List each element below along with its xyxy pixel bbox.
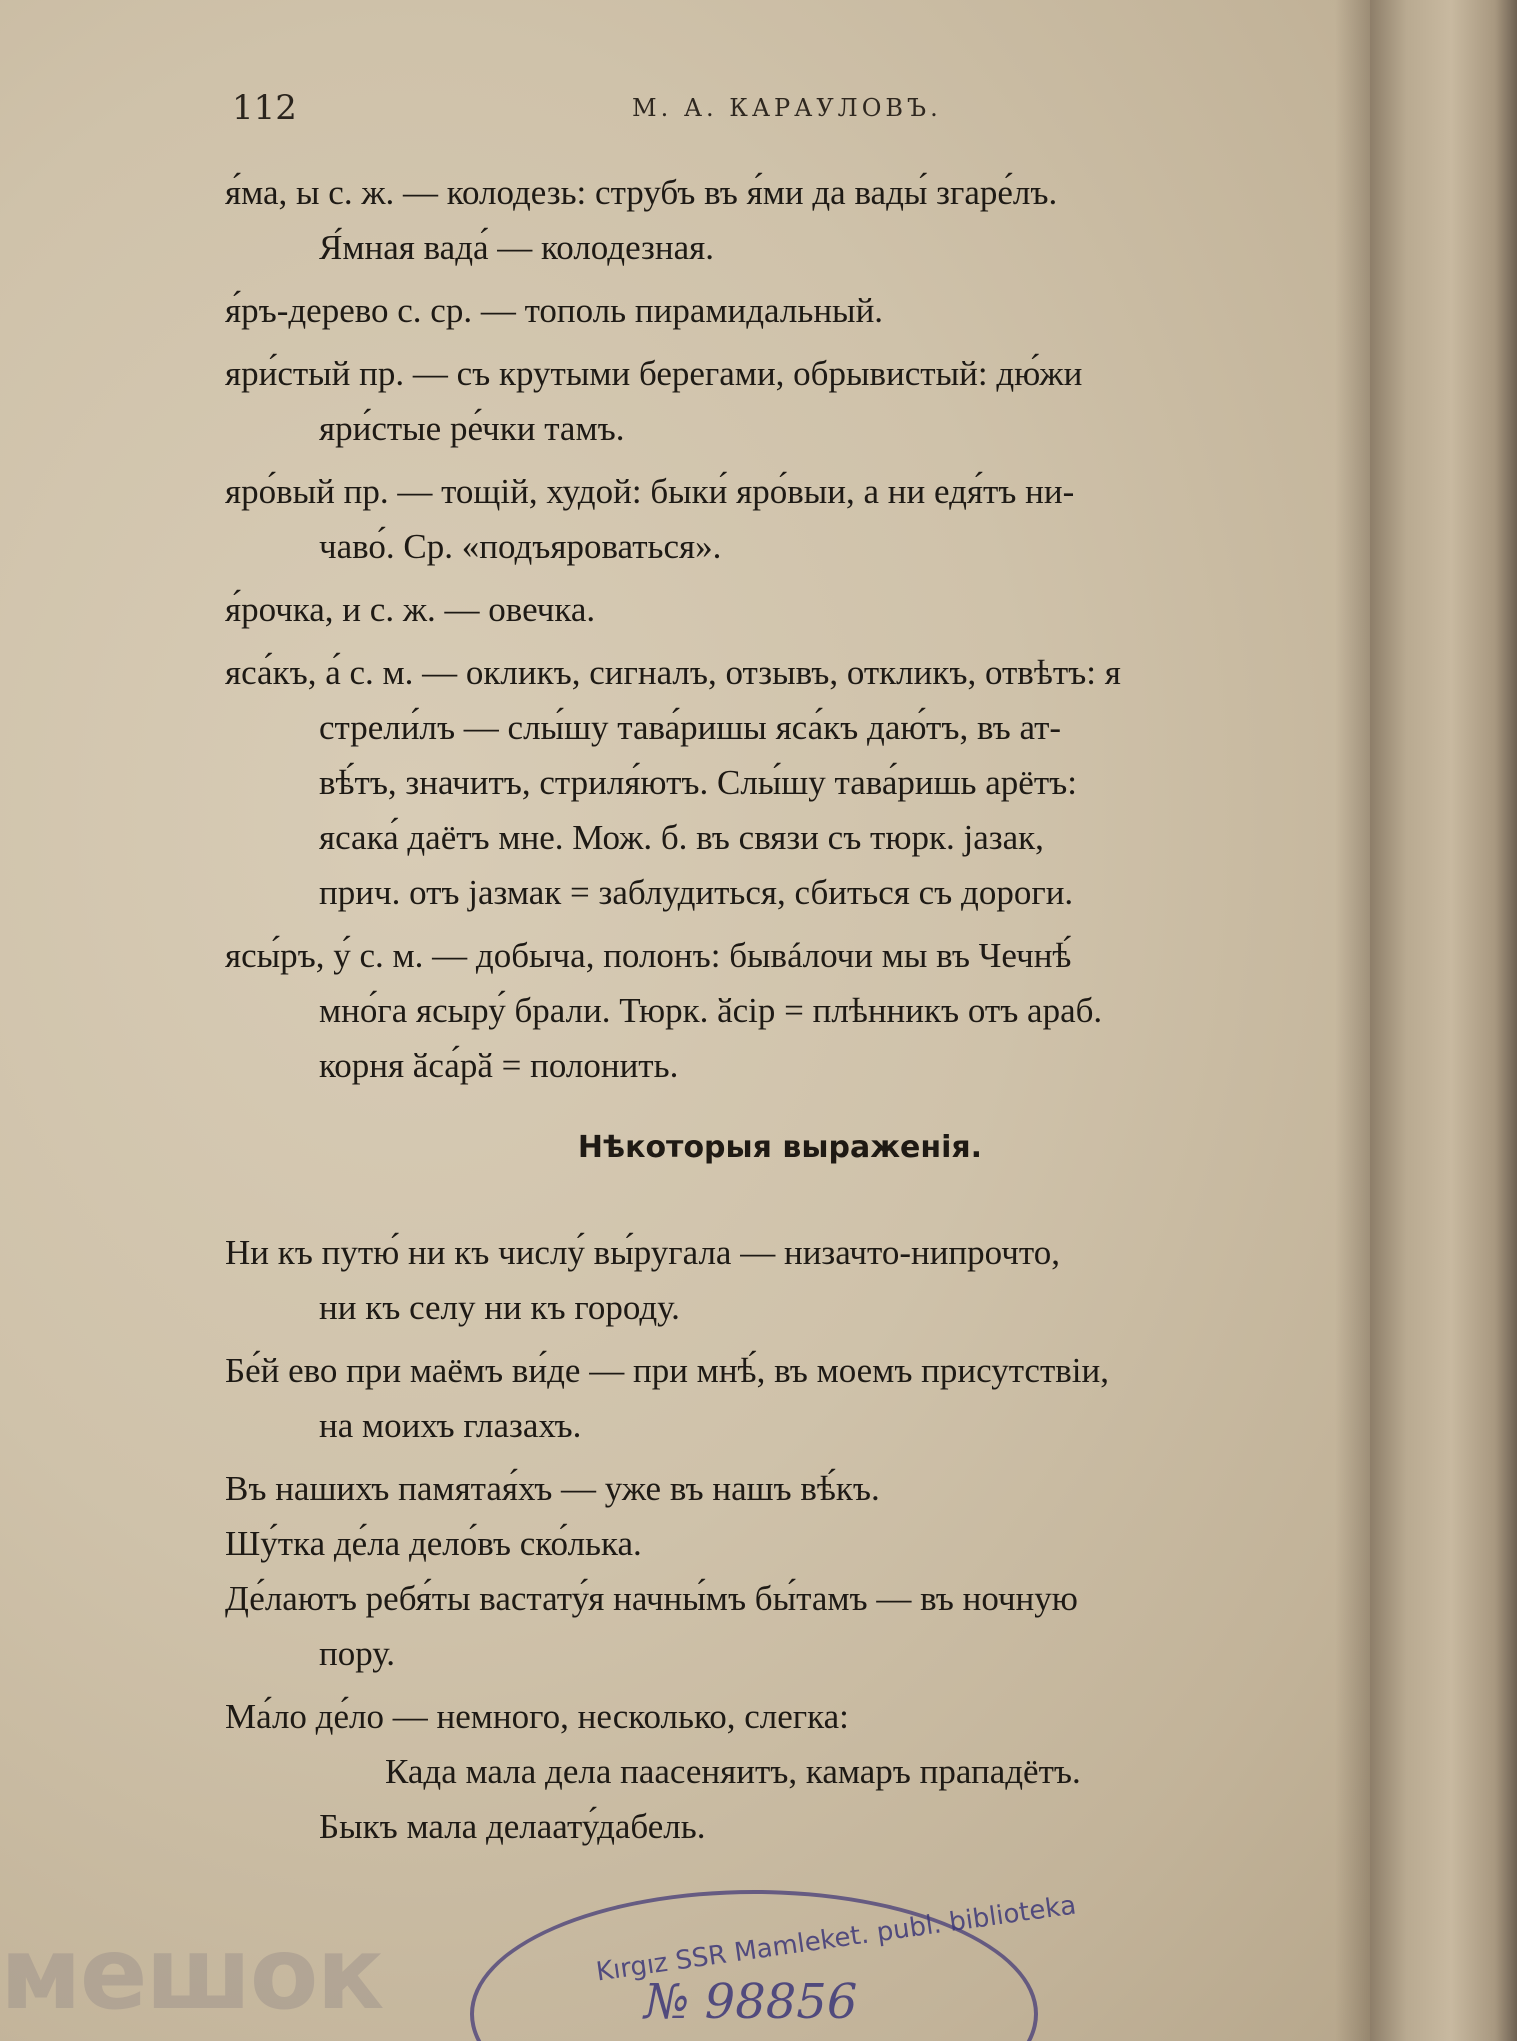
- dictionary-entry: [225, 645, 1335, 920]
- stamp-number: № 98856: [644, 1974, 858, 2030]
- phrase-line: Ни къ путю́ ни къ числу́ вы́ругала — низачто-нипрочто,: [225, 1233, 1060, 1272]
- entry-line: Я́мная вада́ — колодезная.: [319, 228, 714, 267]
- entry-line: ясы́ръ, у́ с. м. — добыча, полонъ: бывáлочи мы въ Чечнѣ́: [225, 936, 1072, 975]
- entry-line: ясака́ даётъ мне. Мож. б. въ связи съ тюрк. јазак,: [319, 818, 1044, 857]
- entry-line: яса́къ, а́ с. м. — окликъ, сигналъ, отзывъ, откликъ, отвѣтъ: я: [225, 653, 1121, 692]
- stamp-text: Kırgız SSR Mamleket. publ. bibliotekа: [594, 1890, 1078, 1988]
- running-head: М. А. КАРАУЛОВЪ.: [632, 94, 942, 122]
- dictionary-entry: [225, 283, 1335, 338]
- verse-line: Када мала дела паасеняитъ, камаръ прападётъ.: [385, 1752, 1081, 1791]
- spine-shadow: [1335, 0, 1370, 2041]
- entry-line: мно́га ясыру́ брали. Тюрк. ӑсір = плѣнникъ отъ араб.: [319, 991, 1103, 1030]
- page-number: 112: [232, 88, 297, 128]
- phrase-line: ни къ селу ни къ городу.: [319, 1288, 680, 1327]
- entry-line: яри́стые ре́чки тамъ.: [319, 409, 625, 448]
- page-body: [225, 165, 1335, 1846]
- phrase-line: Ма́ло де́ло — немного, несколько, слегка:: [225, 1697, 849, 1736]
- dictionary-entry: [225, 582, 1335, 637]
- phrase-line: Шу́тка де́ла дело́въ ско́лька.: [225, 1524, 642, 1563]
- page-header: [232, 88, 1332, 138]
- phrase-line: Въ нашихъ памятая́хъ — уже въ нашъ вѣ́къ.: [225, 1469, 880, 1508]
- entry-line: я́рочка, и с. ж. — овечка.: [225, 590, 596, 629]
- verse-line: Быкъ мала делаату́дабель.: [319, 1807, 706, 1846]
- phrase-line: Бе́й ево при маёмъ ви́де — при мнѣ́, въ моемъ присутствіи,: [225, 1351, 1109, 1390]
- entry-line: яро́вый пр. — тощій, худой: быки́ яро́выи, а ни едя́тъ ни-: [225, 472, 1075, 511]
- dictionary-entry: [225, 928, 1335, 1093]
- entry-line: я́ръ-дерево с. ср. — тополь пирамидальный.: [225, 291, 884, 330]
- section-title: Нѣкоторыя выраженія.: [577, 1130, 983, 1165]
- dictionary-entry: [225, 464, 1335, 574]
- entry-line: корня ӑса́рӑ = полонить.: [319, 1046, 679, 1085]
- phrase-line: Де́лаютъ ребя́ты вастату́я начны́мъ бы́тамъ — въ ночную: [225, 1579, 1078, 1618]
- entry-line: вѣ́тъ, значитъ, стриля́ютъ. Слы́шу тава́ришь арётъ:: [319, 763, 1077, 802]
- book-spine: [1370, 0, 1517, 2041]
- site-watermark: мешок: [0, 1915, 383, 2032]
- phrase-line: на моихъ глазахъ.: [319, 1406, 582, 1445]
- entry-line: яри́стый пр. — съ крутыми берегами, обрывистый: дю́жи: [225, 354, 1083, 393]
- phrase-list: [225, 1225, 1335, 1854]
- entry-line: прич. отъ јазмак = заблудиться, сбиться съ дороги.: [319, 873, 1074, 912]
- library-stamp: [470, 1890, 1078, 2041]
- dictionary-entry: [225, 346, 1335, 456]
- dictionary-entry: [225, 165, 1335, 275]
- entry-line: я́ма, ы с. ж. — колодезь: струбъ въ я́ми да вады́ згаре́лъ.: [225, 173, 1058, 212]
- entry-line: чаво́. Ср. «подъяроваться».: [319, 527, 722, 566]
- phrase-line: пору.: [319, 1634, 396, 1673]
- entry-line: стрели́лъ — слы́шу тава́ришы яса́къ даю́тъ, въ ат-: [319, 708, 1062, 747]
